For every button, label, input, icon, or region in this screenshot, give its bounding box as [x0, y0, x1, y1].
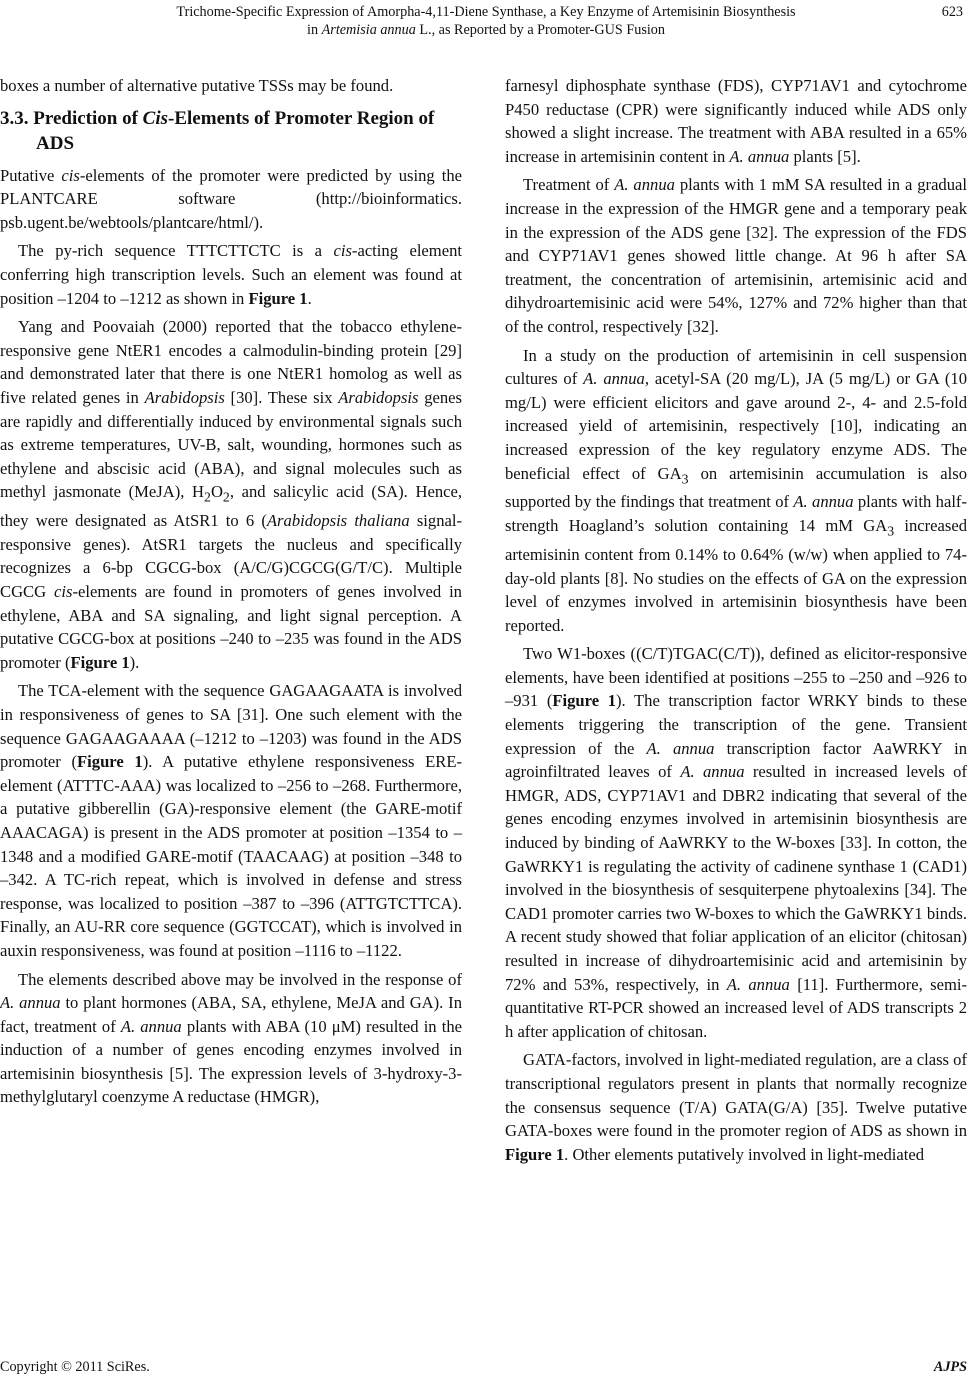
text-run: The TCA-element with the sequence GAGAAGAATA is involved in responsiveness of genes to SA [31]. One such element with the sequence GAGAAGAAAA (–1212 to –1203) was found in the ADS promoter ( [0, 681, 462, 772]
text-run: farnesyl diphosphate synthase (FDS), CYP71AV1 and cytochrome P450 reductase (CPR) were significantly induced while ADS only showed a slight increase. The treatment with ABA resulted in a 65% increase in artemisinin content in [505, 76, 967, 166]
text-run: The py-rich sequence TTTCTTCTC is a [18, 241, 334, 261]
text-run: signal-responsive genes). AtSR1 targets the nucleus and specifically recognizes a 6-bp CGCG-box (A/C/G)CGCG(G/T/C). Multiple CGCG [0, 511, 462, 601]
page-number: 623 [941, 4, 963, 20]
running-head-species: Artemisia annua [321, 22, 416, 38]
copyright-text: Copyright © 2011 SciRes. [0, 1359, 150, 1375]
italic-term: A. annua [583, 369, 645, 389]
italic-term: A. annua [0, 993, 61, 1013]
italic-term: A. annua [726, 974, 790, 994]
text-run: transcription factor AaWRKY in agroinfiltrated leaves of [505, 738, 968, 782]
text-run: GATA-factors, involved in light-mediated regulation, are a class of transcriptional regulators present in plants that normally recognize the consensus sequence (T/A) GATA(G/A) [35]. Twelve putative GATA-boxes were found in the promoter region of ADS as shown in [505, 1050, 967, 1141]
italic-term: cis [61, 165, 80, 185]
paragraph [0, 239, 462, 310]
text-run: Putative [0, 165, 62, 185]
text-run: In a study on the production of artemisinin in cell suspension cultures of [505, 345, 967, 389]
running-head [60, 3, 912, 39]
text-run: ). A putative ethylene responsiveness ERE-element (ATTTC-AAA) was localized to –256 to –268. Furthermore, a putative gibberellin (GA)-responsive element (the GARE-motif AAACAGA) is present in the ADS promoter at position –1354 to –1348 and a modified GARE-motif (TAACAAG) at position –348 to –342. A TC-rich repeat, which is involved in defense and stress response, was localized to position –387 to –396 (ATTGTCTTCA). Finally, an AU-RR core sequence (GGTCCAT), which is involved in auxin responsiveness, was found at position –1116 to –1122. [0, 752, 463, 960]
italic-term: Arabidopsis [144, 387, 225, 407]
text-run: increased artemisinin content from 0.14% to 0.64% (w/w) when applied to 74-day-old plants [8]. No studies on the effects of GA on the expression level of enzymes involved in artemisinin biosynthesis have been reported. [505, 516, 967, 635]
section-heading-suffix: -Elements of Promoter Region of ADS [36, 107, 435, 154]
paragraph-continuation: boxes a number of alternative putative TSSs may be found. [0, 76, 394, 95]
text-run: [11]. Furthermore, semi-quantitative RT-PCR showed an increased level of ADS transcripts 2 h after application of chitosan. [505, 974, 967, 1041]
running-head-line1: Trichome-Specific Expression of Amorpha-4,11-Diene Synthase, a Key Enzyme of Artemisinin Biosynthesis [176, 4, 796, 20]
subscript: 3 [887, 523, 895, 539]
text-run: plants [5]. [789, 146, 861, 166]
text-run: resulted in increased levels of HMGR, ADS, CYP71AV1 and DBR2 indicating that several of the genes encoding enzymes involved in artemisinin biosynthesis are induced by binding of AaWRKY to the W-boxes [33]. In cotton, the GaWRKY1 is regulating the activity of cadinene synthase 1 (CAD1) involved in the biosynthesis of sesquiterpene phytoalexins [34]. The CAD1 promoter carries two W-boxes to which the GaWRKY1 binds. A recent study showed that foliar application of an elicitor (chitosan) resulted in increase of dihydroartemisinic acid and artemisinin by 72% and 53%, respectively, in [505, 762, 968, 994]
running-head-line2 [60, 21, 912, 39]
text-run: plants with 1 mM SA resulted in a gradual increase in the expression of the HMGR gene and a temporary peak in the expression of the ADS gene [32]. The expression of the FDS and CYP71AV1 genes showed little change. At 96 h after SA treatment, the concentration of artemisinin, artemisinic acid and dihydroartemisinic acid were 54%, 127% and 72% higher than that of the control, respectively [32]. [505, 175, 968, 336]
paragraph [505, 642, 967, 1043]
journal-abbrev: AJPS [933, 1359, 967, 1375]
italic-term: A. annua [680, 762, 745, 782]
paragraph [505, 344, 967, 638]
text-run: Treatment of [523, 175, 615, 195]
page-footer [0, 1358, 971, 1376]
text-run: genes are rapidly and differentially induced by environmental signals such as extreme temperatures, UV-B, salt, wounding, hormones such as ethylene and abscisic acid (ABA), and signal molecules such as methyl jasmonate (MeJA), H [0, 387, 462, 502]
figure-reference: Figure 1 [70, 652, 130, 672]
section-heading [0, 106, 462, 156]
text-run: plants with ABA (10 μM) resulted in the induction of a number of genes encoding enzymes involved in artemisinin biosynthesis [5]. The expression levels of 3-hydroxy-3-methylglutaryl coenzyme A reductase (HMGR), [0, 1016, 462, 1107]
italic-term: Arabidopsis [338, 387, 419, 407]
text-run: . Other elements putatively involved in light-mediated [564, 1144, 925, 1164]
paragraph [0, 164, 462, 235]
italic-term: Arabidopsis thaliana [266, 511, 410, 531]
paragraph [0, 679, 462, 962]
subscript: 3 [681, 470, 689, 486]
paragraph-continuation [505, 74, 967, 168]
text-run: -elements of the promoter were predicted by using the PLANTCARE software (http://bioinformatics. psb.ugent.be/webtools/plantcare/html/). [0, 165, 462, 232]
text-run: , and salicylic acid (SA). Hence, they were designated as AtSR1 to 6 ( [0, 482, 462, 531]
subscript: 2 [204, 489, 211, 505]
right-column [505, 74, 967, 1171]
italic-term: cis [54, 582, 73, 601]
paragraph [0, 968, 462, 1110]
italic-term: A. annua [646, 738, 715, 758]
text-run: ). The transcription factor WRKY binds to these elements triggering the transcription of the gene. Transient expression of the [505, 691, 967, 758]
section-heading-italic: Cis [142, 107, 169, 129]
text-run: to plant hormones (ABA, SA, ethylene, MeJA and GA). In fact, treatment of [0, 993, 462, 1036]
figure-reference: Figure 1 [505, 1144, 565, 1164]
text-run: [30]. These six [224, 387, 339, 407]
text-run: . [307, 288, 312, 308]
left-column [0, 74, 462, 1114]
section-heading-prefix: 3.3. Prediction of [0, 107, 143, 129]
text-run: -elements are found in promoters of genes involved in ethylene, ABA and SA signaling, and light signal perception. A putative CGCG-box at positions –240 to –235 was found in the ADS promoter ( [0, 582, 462, 672]
text-run: The elements described above may be involved in the response of [18, 969, 462, 989]
italic-term: A. annua [614, 175, 675, 195]
italic-term: A. annua [793, 492, 854, 512]
italic-term: A. annua [729, 146, 790, 166]
italic-term: A. annua [120, 1016, 182, 1036]
paragraph [505, 1048, 967, 1166]
text-run: , acetyl-SA (20 mg/L), JA (5 mg/L) or GA (10 mg/L) were efficient elicitors and gave around 2-, 4- and 2.5-fold increased yield of artemisinin, respectively [10], indicating an increased expression of the key regulatory enzyme ADS. The beneficial effect of GA [505, 369, 967, 483]
text-run: -acting element conferring high transcription levels. Such an element was found at position –1204 to –1212 as shown in [0, 241, 462, 308]
text-run: ). [129, 652, 140, 672]
figure-reference: Figure 1 [248, 288, 308, 308]
running-head-prefix: in [307, 22, 322, 38]
running-head-suffix: L., as Reported by a Promoter-GUS Fusion [415, 22, 665, 38]
italic-term: cis [333, 241, 352, 261]
paragraph [505, 173, 967, 338]
text-run: plants with half-strength Hoagland’s solution containing 14 mM GA [505, 492, 967, 535]
figure-reference: Figure 1 [77, 752, 143, 772]
text-run: O [210, 482, 223, 502]
paragraph [0, 315, 462, 674]
text-run: Two W1-boxes ((C/T)TGAC(C/T)), defined as elicitor-responsive elements, have been identified at positions –255 to –250 and –926 to –931 ( [505, 644, 967, 711]
subscript: 2 [222, 489, 230, 505]
text-run: on artemisinin accumulation is also supported by the findings that treatment of [505, 463, 967, 512]
figure-reference: Figure 1 [552, 691, 617, 711]
text-run: Yang and Poovaiah (2000) reported that the tobacco ethylene-responsive gene NtER1 encodes a calmodulin-binding protein [29] and demonstrated later that there is one NtER1 homolog as well as five related genes in [0, 317, 462, 407]
